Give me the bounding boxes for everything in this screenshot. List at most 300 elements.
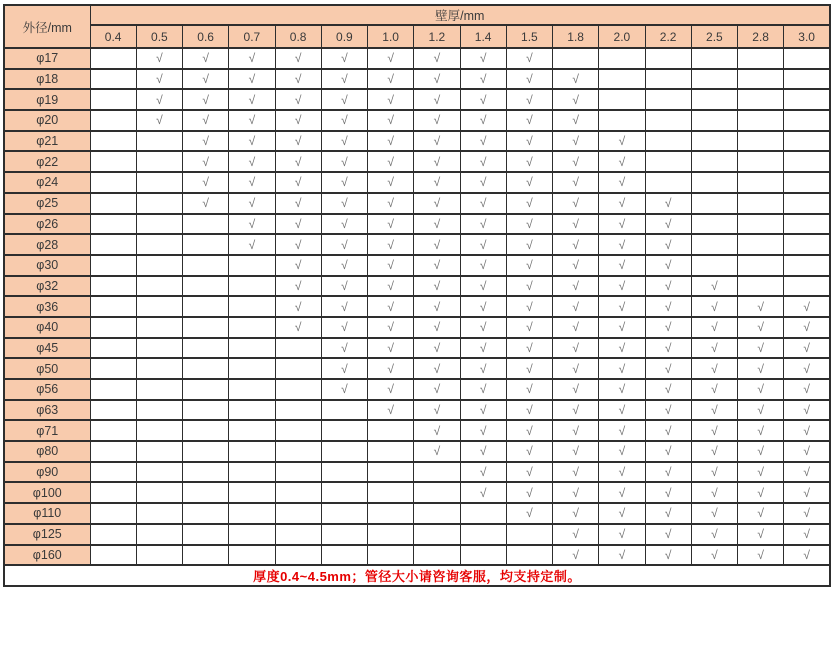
availability-check-cell: √	[599, 172, 645, 193]
empty-cell	[553, 48, 599, 69]
availability-check-cell: √	[183, 48, 229, 69]
availability-check-cell: √	[506, 441, 552, 462]
availability-check-cell: √	[321, 296, 367, 317]
empty-cell	[183, 358, 229, 379]
availability-check-cell: √	[414, 379, 460, 400]
empty-cell	[90, 151, 136, 172]
availability-check-cell: √	[460, 441, 506, 462]
availability-check-cell: √	[321, 214, 367, 235]
empty-cell	[784, 214, 830, 235]
availability-check-cell: √	[460, 482, 506, 503]
availability-check-cell: √	[414, 89, 460, 110]
availability-check-cell: √	[414, 214, 460, 235]
availability-check-cell: √	[368, 110, 414, 131]
availability-check-cell: √	[460, 193, 506, 214]
availability-check-cell: √	[784, 545, 830, 566]
empty-cell	[136, 214, 182, 235]
empty-cell	[275, 462, 321, 483]
diameter-label: φ19	[4, 89, 90, 110]
availability-check-cell: √	[645, 482, 691, 503]
availability-check-cell: √	[321, 317, 367, 338]
diameter-label: φ18	[4, 69, 90, 90]
availability-check-cell: √	[321, 48, 367, 69]
wall-thickness-header: 壁厚/mm	[90, 5, 830, 25]
empty-cell	[229, 482, 275, 503]
empty-cell	[136, 172, 182, 193]
empty-cell	[414, 482, 460, 503]
availability-check-cell: √	[645, 503, 691, 524]
availability-check-cell: √	[553, 524, 599, 545]
availability-check-cell: √	[645, 400, 691, 421]
availability-check-cell: √	[738, 524, 784, 545]
availability-check-cell: √	[460, 276, 506, 297]
availability-check-cell: √	[414, 172, 460, 193]
empty-cell	[136, 400, 182, 421]
availability-check-cell: √	[460, 214, 506, 235]
availability-check-cell: √	[275, 89, 321, 110]
empty-cell	[136, 545, 182, 566]
availability-check-cell: √	[275, 255, 321, 276]
availability-check-cell: √	[738, 503, 784, 524]
empty-cell	[136, 524, 182, 545]
empty-cell	[183, 214, 229, 235]
availability-check-cell: √	[599, 441, 645, 462]
availability-check-cell: √	[784, 379, 830, 400]
diameter-label: φ26	[4, 214, 90, 235]
availability-check-cell: √	[414, 151, 460, 172]
spec-row	[4, 234, 830, 255]
availability-check-cell: √	[645, 276, 691, 297]
diameter-label: φ80	[4, 441, 90, 462]
availability-check-cell: √	[368, 379, 414, 400]
empty-cell	[183, 234, 229, 255]
empty-cell	[275, 358, 321, 379]
availability-check-cell: √	[599, 420, 645, 441]
availability-check-cell: √	[321, 151, 367, 172]
thickness-column-header: 0.6	[183, 25, 229, 48]
availability-check-cell: √	[321, 379, 367, 400]
availability-check-cell: √	[506, 255, 552, 276]
empty-cell	[738, 69, 784, 90]
empty-cell	[183, 400, 229, 421]
availability-check-cell: √	[506, 234, 552, 255]
empty-cell	[90, 503, 136, 524]
availability-check-cell: √	[414, 296, 460, 317]
empty-cell	[691, 172, 737, 193]
empty-cell	[183, 524, 229, 545]
availability-check-cell: √	[645, 545, 691, 566]
spec-table-body	[4, 48, 830, 565]
diameter-label: φ63	[4, 400, 90, 421]
availability-check-cell: √	[460, 400, 506, 421]
availability-check-cell: √	[275, 131, 321, 152]
empty-cell	[691, 110, 737, 131]
availability-check-cell: √	[321, 358, 367, 379]
availability-check-cell: √	[784, 441, 830, 462]
availability-check-cell: √	[599, 193, 645, 214]
availability-check-cell: √	[691, 462, 737, 483]
empty-cell	[275, 420, 321, 441]
availability-check-cell: √	[506, 358, 552, 379]
empty-cell	[321, 462, 367, 483]
availability-check-cell: √	[506, 420, 552, 441]
thickness-column-header: 0.8	[275, 25, 321, 48]
empty-cell	[784, 110, 830, 131]
availability-check-cell: √	[136, 110, 182, 131]
availability-check-cell: √	[368, 317, 414, 338]
availability-check-cell: √	[784, 524, 830, 545]
availability-check-cell: √	[368, 131, 414, 152]
empty-cell	[738, 172, 784, 193]
availability-check-cell: √	[368, 400, 414, 421]
availability-check-cell: √	[553, 379, 599, 400]
availability-check-cell: √	[414, 317, 460, 338]
availability-check-cell: √	[553, 172, 599, 193]
empty-cell	[321, 420, 367, 441]
empty-cell	[90, 89, 136, 110]
empty-cell	[136, 441, 182, 462]
empty-cell	[136, 482, 182, 503]
empty-cell	[90, 172, 136, 193]
empty-cell	[738, 131, 784, 152]
availability-check-cell: √	[645, 358, 691, 379]
empty-cell	[90, 296, 136, 317]
spec-row	[4, 131, 830, 152]
empty-cell	[321, 482, 367, 503]
availability-check-cell: √	[460, 338, 506, 359]
availability-check-cell: √	[460, 48, 506, 69]
empty-cell	[229, 358, 275, 379]
thickness-column-header: 2.5	[691, 25, 737, 48]
empty-cell	[691, 69, 737, 90]
availability-check-cell: √	[229, 214, 275, 235]
availability-check-cell: √	[738, 420, 784, 441]
availability-check-cell: √	[136, 69, 182, 90]
availability-check-cell: √	[599, 338, 645, 359]
availability-check-cell: √	[229, 172, 275, 193]
availability-check-cell: √	[599, 234, 645, 255]
empty-cell	[599, 48, 645, 69]
empty-cell	[136, 255, 182, 276]
empty-cell	[90, 400, 136, 421]
empty-cell	[506, 545, 552, 566]
availability-check-cell: √	[321, 69, 367, 90]
availability-check-cell: √	[321, 338, 367, 359]
empty-cell	[90, 276, 136, 297]
availability-check-cell: √	[738, 338, 784, 359]
spec-row	[4, 296, 830, 317]
availability-check-cell: √	[691, 545, 737, 566]
availability-check-cell: √	[506, 296, 552, 317]
empty-cell	[784, 172, 830, 193]
thickness-column-header: 1.4	[460, 25, 506, 48]
availability-check-cell: √	[553, 255, 599, 276]
table-header	[4, 5, 830, 48]
availability-check-cell: √	[784, 338, 830, 359]
availability-check-cell: √	[414, 358, 460, 379]
diameter-label: φ36	[4, 296, 90, 317]
availability-check-cell: √	[553, 110, 599, 131]
empty-cell	[136, 193, 182, 214]
empty-cell	[460, 524, 506, 545]
availability-check-cell: √	[645, 524, 691, 545]
outer-diameter-header: 外径/mm	[4, 5, 90, 48]
empty-cell	[136, 462, 182, 483]
header-row-top	[4, 5, 830, 25]
availability-check-cell: √	[599, 358, 645, 379]
availability-check-cell: √	[275, 110, 321, 131]
empty-cell	[645, 172, 691, 193]
empty-cell	[645, 69, 691, 90]
spec-row	[4, 524, 830, 545]
diameter-label: φ22	[4, 151, 90, 172]
availability-check-cell: √	[414, 193, 460, 214]
empty-cell	[368, 545, 414, 566]
empty-cell	[414, 524, 460, 545]
availability-check-cell: √	[645, 234, 691, 255]
availability-check-cell: √	[506, 193, 552, 214]
empty-cell	[90, 420, 136, 441]
availability-check-cell: √	[553, 214, 599, 235]
availability-check-cell: √	[691, 276, 737, 297]
availability-check-cell: √	[553, 545, 599, 566]
empty-cell	[645, 131, 691, 152]
availability-check-cell: √	[275, 48, 321, 69]
availability-check-cell: √	[506, 338, 552, 359]
diameter-label: φ110	[4, 503, 90, 524]
thickness-column-header: 2.0	[599, 25, 645, 48]
availability-check-cell: √	[136, 89, 182, 110]
empty-cell	[90, 69, 136, 90]
availability-check-cell: √	[645, 214, 691, 235]
empty-cell	[275, 524, 321, 545]
empty-cell	[321, 524, 367, 545]
empty-cell	[784, 131, 830, 152]
empty-cell	[275, 338, 321, 359]
availability-check-cell: √	[275, 151, 321, 172]
empty-cell	[90, 214, 136, 235]
availability-check-cell: √	[183, 193, 229, 214]
availability-check-cell: √	[599, 131, 645, 152]
empty-cell	[229, 545, 275, 566]
availability-check-cell: √	[599, 400, 645, 421]
availability-check-cell: √	[553, 338, 599, 359]
availability-check-cell: √	[368, 48, 414, 69]
availability-check-cell: √	[368, 255, 414, 276]
diameter-label: φ40	[4, 317, 90, 338]
pipe-spec-table	[3, 4, 831, 587]
availability-check-cell: √	[553, 276, 599, 297]
empty-cell	[136, 317, 182, 338]
availability-check-cell: √	[784, 462, 830, 483]
empty-cell	[275, 400, 321, 421]
thickness-column-header: 1.2	[414, 25, 460, 48]
empty-cell	[321, 545, 367, 566]
note-row	[4, 565, 830, 586]
availability-check-cell: √	[645, 193, 691, 214]
availability-check-cell: √	[414, 69, 460, 90]
empty-cell	[183, 276, 229, 297]
thickness-column-header: 0.7	[229, 25, 275, 48]
availability-check-cell: √	[183, 110, 229, 131]
availability-check-cell: √	[738, 400, 784, 421]
empty-cell	[183, 379, 229, 400]
spec-row	[4, 338, 830, 359]
availability-check-cell: √	[321, 172, 367, 193]
availability-check-cell: √	[460, 131, 506, 152]
availability-check-cell: √	[321, 276, 367, 297]
availability-check-cell: √	[506, 276, 552, 297]
availability-check-cell: √	[645, 317, 691, 338]
availability-check-cell: √	[645, 420, 691, 441]
availability-check-cell: √	[553, 193, 599, 214]
empty-cell	[738, 234, 784, 255]
availability-check-cell: √	[599, 545, 645, 566]
availability-check-cell: √	[738, 358, 784, 379]
availability-check-cell: √	[599, 255, 645, 276]
availability-check-cell: √	[645, 338, 691, 359]
empty-cell	[321, 400, 367, 421]
empty-cell	[738, 276, 784, 297]
empty-cell	[229, 524, 275, 545]
availability-check-cell: √	[691, 358, 737, 379]
availability-check-cell: √	[506, 172, 552, 193]
empty-cell	[229, 420, 275, 441]
empty-cell	[183, 503, 229, 524]
empty-cell	[136, 234, 182, 255]
availability-check-cell: √	[183, 69, 229, 90]
spec-row	[4, 89, 830, 110]
availability-check-cell: √	[599, 462, 645, 483]
spec-row	[4, 400, 830, 421]
empty-cell	[136, 296, 182, 317]
diameter-label: φ30	[4, 255, 90, 276]
availability-check-cell: √	[460, 151, 506, 172]
diameter-label: φ25	[4, 193, 90, 214]
availability-check-cell: √	[506, 400, 552, 421]
availability-check-cell: √	[460, 358, 506, 379]
diameter-label: φ45	[4, 338, 90, 359]
empty-cell	[136, 338, 182, 359]
diameter-label: φ21	[4, 131, 90, 152]
empty-cell	[506, 524, 552, 545]
availability-check-cell: √	[506, 214, 552, 235]
availability-check-cell: √	[229, 193, 275, 214]
diameter-label: φ125	[4, 524, 90, 545]
availability-check-cell: √	[506, 503, 552, 524]
spec-row	[4, 276, 830, 297]
spec-row	[4, 545, 830, 566]
availability-check-cell: √	[414, 338, 460, 359]
empty-cell	[183, 545, 229, 566]
availability-check-cell: √	[599, 503, 645, 524]
availability-check-cell: √	[784, 400, 830, 421]
empty-cell	[90, 317, 136, 338]
empty-cell	[183, 296, 229, 317]
availability-check-cell: √	[784, 296, 830, 317]
empty-cell	[136, 420, 182, 441]
availability-check-cell: √	[414, 441, 460, 462]
availability-check-cell: √	[275, 296, 321, 317]
availability-check-cell: √	[460, 317, 506, 338]
empty-cell	[784, 69, 830, 90]
empty-cell	[275, 441, 321, 462]
empty-cell	[90, 462, 136, 483]
empty-cell	[738, 48, 784, 69]
availability-check-cell: √	[368, 214, 414, 235]
availability-check-cell: √	[460, 420, 506, 441]
thickness-column-header: 2.8	[738, 25, 784, 48]
availability-check-cell: √	[738, 317, 784, 338]
availability-check-cell: √	[275, 193, 321, 214]
empty-cell	[136, 503, 182, 524]
availability-check-cell: √	[645, 462, 691, 483]
empty-cell	[738, 193, 784, 214]
empty-cell	[183, 338, 229, 359]
spec-row	[4, 503, 830, 524]
empty-cell	[229, 462, 275, 483]
empty-cell	[460, 545, 506, 566]
availability-check-cell: √	[414, 400, 460, 421]
empty-cell	[90, 441, 136, 462]
availability-check-cell: √	[738, 482, 784, 503]
availability-check-cell: √	[460, 110, 506, 131]
empty-cell	[368, 420, 414, 441]
availability-check-cell: √	[599, 214, 645, 235]
availability-check-cell: √	[460, 296, 506, 317]
availability-check-cell: √	[691, 338, 737, 359]
availability-check-cell: √	[599, 482, 645, 503]
availability-check-cell: √	[784, 317, 830, 338]
diameter-label: φ160	[4, 545, 90, 566]
table-footer	[4, 565, 830, 586]
diameter-label: φ32	[4, 276, 90, 297]
spec-row	[4, 110, 830, 131]
availability-check-cell: √	[691, 524, 737, 545]
empty-cell	[275, 545, 321, 566]
spec-row	[4, 379, 830, 400]
empty-cell	[229, 400, 275, 421]
availability-check-cell: √	[506, 131, 552, 152]
empty-cell	[784, 255, 830, 276]
empty-cell	[368, 462, 414, 483]
empty-cell	[229, 296, 275, 317]
empty-cell	[90, 234, 136, 255]
empty-cell	[784, 193, 830, 214]
empty-cell	[136, 131, 182, 152]
availability-check-cell: √	[183, 172, 229, 193]
thickness-column-header: 0.4	[90, 25, 136, 48]
availability-check-cell: √	[738, 545, 784, 566]
empty-cell	[645, 89, 691, 110]
empty-cell	[136, 379, 182, 400]
empty-cell	[414, 462, 460, 483]
empty-cell	[136, 276, 182, 297]
empty-cell	[599, 110, 645, 131]
empty-cell	[784, 89, 830, 110]
diameter-label: φ71	[4, 420, 90, 441]
spec-row	[4, 420, 830, 441]
availability-check-cell: √	[460, 379, 506, 400]
empty-cell	[229, 441, 275, 462]
availability-check-cell: √	[553, 482, 599, 503]
empty-cell	[183, 317, 229, 338]
availability-check-cell: √	[506, 69, 552, 90]
spec-row	[4, 317, 830, 338]
empty-cell	[229, 255, 275, 276]
spec-row	[4, 358, 830, 379]
availability-check-cell: √	[321, 110, 367, 131]
